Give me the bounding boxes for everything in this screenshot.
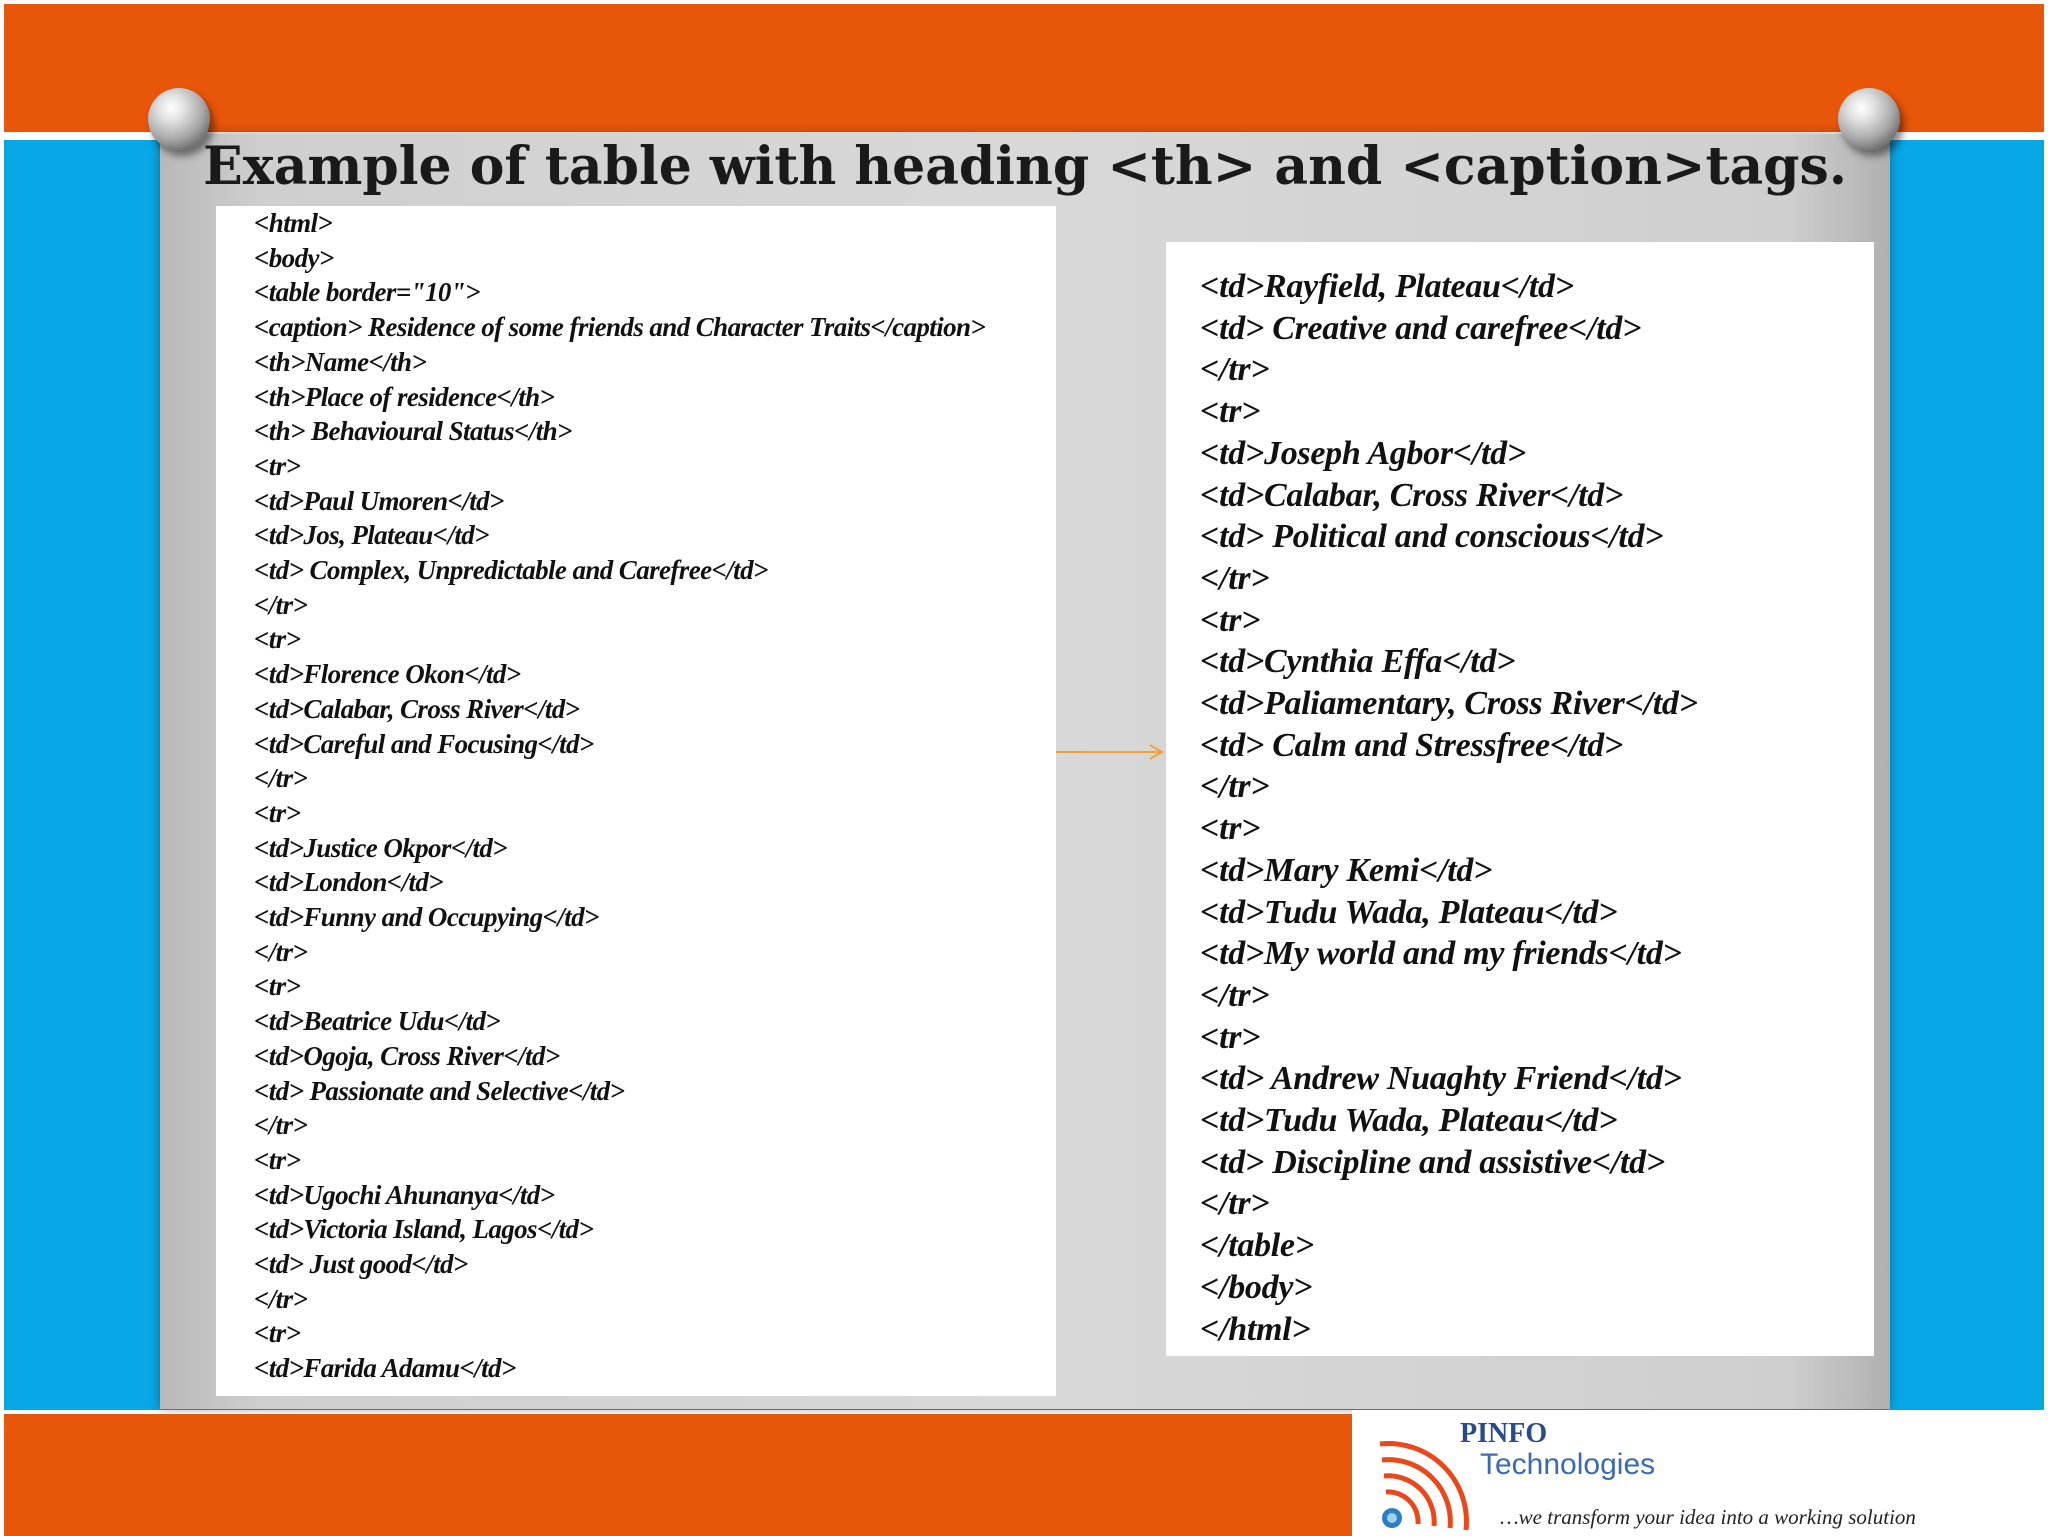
code-screenshot-left — [216, 206, 1056, 1396]
code-line: <tr> — [254, 797, 301, 828]
code-line: </tr> — [1200, 351, 1270, 389]
code-line: <td>Beatrice Udu</td> — [254, 1006, 501, 1037]
code-line: <caption> Residence of some friends and Character Traits</caption> — [254, 312, 986, 343]
brand-name: PINFO — [1460, 1418, 1548, 1449]
code-line: <td> Complex, Unpredictable and Carefree</td> — [254, 555, 768, 585]
top-orange-bar — [4, 4, 2044, 132]
code-line: <html> — [254, 208, 333, 238]
code-line: <td>Tudu Wada, Plateau</td> — [1200, 893, 1618, 931]
code-line: </tr> — [254, 1110, 308, 1141]
code-line: <td>Justice Okpor</td> — [254, 832, 508, 863]
code-line: </html> — [1200, 1310, 1311, 1348]
code-line: <td> Discipline and assistive</td> — [1200, 1143, 1665, 1181]
code-line: <td>Calabar, Cross River</td> — [254, 693, 580, 724]
code-line: <td> Andrew Nuaghty Friend</td> — [1200, 1060, 1682, 1098]
code-line: </tr> — [1200, 976, 1270, 1014]
arrow-right-icon — [1056, 742, 1166, 762]
code-line: </table> — [1200, 1227, 1314, 1265]
code-line: <table border="10"> — [254, 277, 480, 308]
code-line: <td>Paliamentary, Cross River</td> — [1200, 685, 1698, 722]
code-line: <tr> — [254, 1144, 301, 1175]
code-line: </tr> — [1200, 1185, 1270, 1223]
code-line: <td>Farida Adamu</td> — [254, 1353, 516, 1384]
brand-subtitle: Technologies — [1480, 1448, 1656, 1481]
code-line: <td>Victoria Island, Lagos</td> — [254, 1214, 594, 1245]
code-line: <td> Political and conscious</td> — [1200, 518, 1664, 556]
code-line: <td>Ogoja, Cross River</td> — [254, 1040, 560, 1071]
code-line: <td>Joseph Agbor</td> — [1200, 434, 1526, 472]
code-line: <td>Cynthia Effa</td> — [1200, 643, 1516, 681]
code-line: <td>Mary Kemi</td> — [1200, 851, 1493, 889]
code-line: </tr> — [1200, 559, 1270, 597]
code-line: <td>Florence Okon</td> — [254, 659, 521, 690]
code-line: <td>Jos, Plateau</td> — [254, 520, 489, 551]
code-line: <td>Funny and Occupying</td> — [254, 902, 599, 932]
code-line: </tr> — [254, 589, 308, 620]
code-line: <tr> — [254, 624, 301, 655]
code-line: <td>London</td> — [254, 867, 444, 898]
code-line: <tr> — [254, 971, 301, 1002]
code-line: <td>Rayfield, Plateau</td> — [1200, 268, 1574, 305]
code-line: <td> Just good</td> — [254, 1249, 468, 1279]
code-line: </tr> — [254, 763, 308, 794]
code-line: <td>Careful and Focusing</td> — [254, 728, 594, 759]
code-line: <th>Name</th> — [254, 346, 427, 377]
code-line: <tr> — [1200, 1018, 1261, 1056]
code-line: <th> Behavioural Status</th> — [254, 416, 572, 447]
code-line: <td>My world and my friends</td> — [1200, 935, 1682, 973]
bottom-orange-bar — [4, 1414, 1352, 1536]
code-line: </tr> — [254, 936, 308, 967]
code-line: </body> — [1200, 1268, 1313, 1306]
code-line: <td> Calm and Stressfree</td> — [1200, 726, 1623, 764]
code-line: <tr> — [1200, 601, 1261, 639]
code-line: <td> Passionate and Selective</td> — [254, 1075, 625, 1106]
code-line: <tr> — [254, 1318, 301, 1349]
brand-tagline: …we transform your idea into a working solution — [1500, 1505, 1916, 1529]
code-line: <td>Paul Umoren</td> — [254, 485, 504, 516]
code-line: <tr> — [1200, 810, 1261, 848]
code-line: <td> Creative and carefree</td> — [1200, 309, 1642, 347]
code-line: <body> — [254, 242, 334, 273]
slide-title: Example of table with heading <th> and <caption>tags. — [203, 136, 1847, 197]
code-line: <td>Calabar, Cross River</td> — [1200, 476, 1624, 514]
code-screenshot-right — [1166, 242, 1874, 1356]
code-line: <th>Place of residence</th> — [254, 381, 555, 412]
code-line: <td>Tudu Wada, Plateau</td> — [1200, 1102, 1618, 1139]
code-line: </tr> — [254, 1283, 308, 1314]
code-line: </tr> — [1200, 768, 1270, 806]
code-line: <tr> — [254, 450, 301, 481]
code-line: <tr> — [1200, 393, 1261, 431]
code-line: <td>Ugochi Ahunanya</td> — [254, 1179, 555, 1210]
